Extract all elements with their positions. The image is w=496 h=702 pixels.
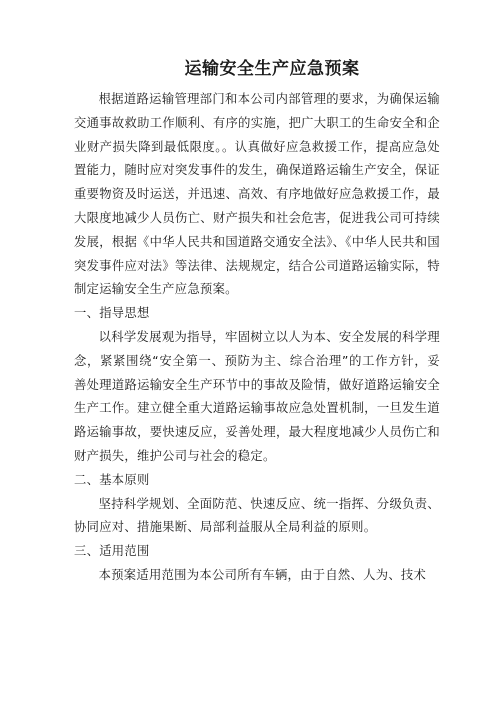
intro-paragraph: 根据道路运输管理部门和本公司内部管理的要求，为确保运输交通事故救助工作顺利、有序的实施，把广大职工的生命安全和企业财产损失降到最低限度。。认真做好应急救援工作，提高应急处置能力，随时应对突发事件的发生，确保道路运输生产安全，保证重要物资及时运送，并迅速、高效、有序地做好应急救援工作，最大限度地减少人员伤亡、财产损失和社会危害，促进我公司可持续发展，根据《中华人民共和国道路交通安全法》、《中华人民共和国突发事件应对法》等法律、法规规定，结合公司道路运输实际，特制定运输安全生产应急预案。 [74,92,440,297]
document-title: 运输安全生产应急预案 [184,59,360,79]
section-body-basic-principles: 坚持科学规划、全面防范、快速反应、统一指挥、分级负责、协同应对、措施果断、局部利益服从全局利益的原则。 [74,496,440,535]
section-body-scope: 本预案适用范围为本公司所有车辆，由于自然、人为、技术 [98,567,427,582]
section-heading-scope: 三、适用范围 [74,544,150,559]
section-body-guiding-ideology: 以科学发展观为指导，牢固树立以人为本、安全发展的科学理念，紧紧围绕“安全第一、预防为主、综合治理”的工作方针，妥善处理道路运输安全生产环节中的事故及险情，做好道路运输安全生产工作。建立健全重大道路运输事故应急处置机制，一旦发生道路运输事故，要快速反应，妥善处理，最大程度地减少人员伤亡和财产损失，维护公司与社会的稳定。 [74,329,440,463]
section-heading-basic-principles: 二、基本原则 [74,472,150,487]
section-heading-guiding-ideology: 一、指导思想 [74,306,150,321]
